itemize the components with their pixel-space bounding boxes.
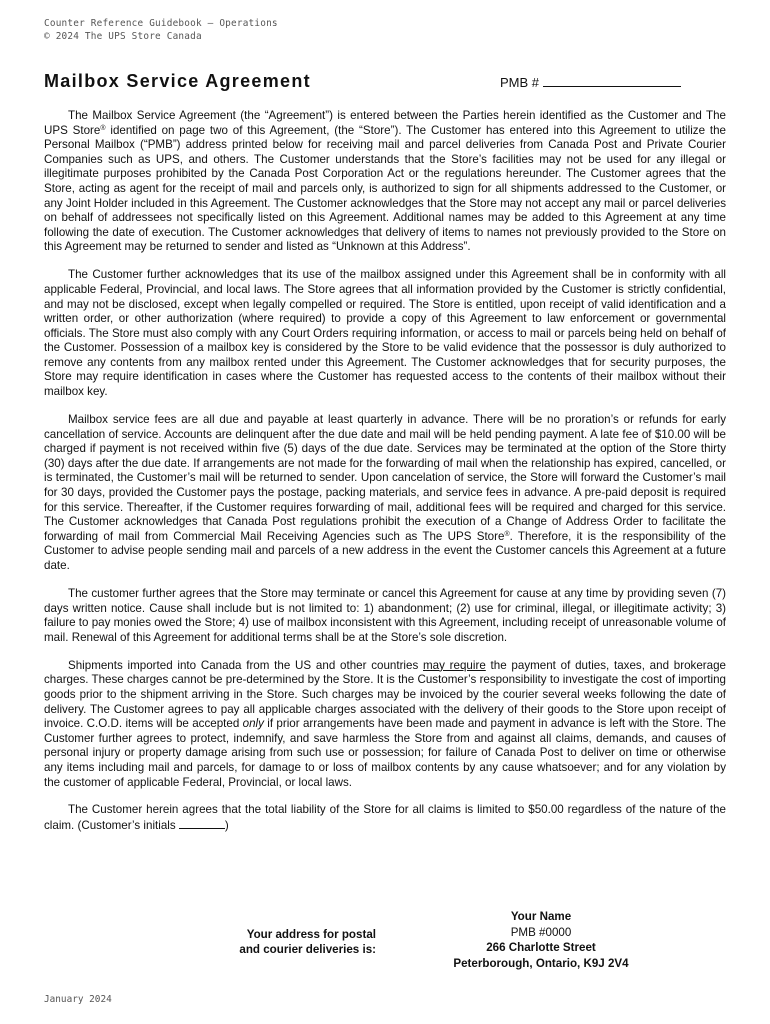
title-row xyxy=(44,71,726,95)
document-header xyxy=(44,17,278,43)
address-city: Peterborough, Ontario, K9J 2V4 xyxy=(453,956,629,970)
address-pmb: PMB #0000 xyxy=(510,925,572,939)
paragraph-termination: The customer further agrees that the Store may terminate or cancel this Agreement for cause at any time by providing seven (7) days written notice. Cause shall include but is not limited to: 1) abandonment; (2) use for criminal, illegal, or illegitimate activity; 3) failure to pay monies owed the Store; 4) use of mailbox inconsistent with this Agreement, including receipt of unreasonable volume of mail. Renewal of this Agreement for additional terms shall be at the Store’s sole discretion. xyxy=(44,586,726,644)
paragraph-fees-text-b: . Therefore, it is the responsibility of the Customer to advise people sending mail and parcels of a new address in the event the Customer cancels this Agreement at a future date. xyxy=(44,529,726,572)
italic-only: only xyxy=(242,717,264,731)
paragraph-scope-text-b: identified on page two of this Agreement, (the “Store”). The Customer has entered into this Agreement to utilize the Personal Mailbox (“PMB”) address printed below for receiving mail and parcel deliveries from Canada Post and Private Courier Companies such as UPS, and others. The Customer understands that the Store’s facilities may not be used for any illegal or illegitimate purposes prohibited by the Canada Post Corporation Act or the regulations hereunder. The Customer agrees that the Store, acting as agent for the receipt of mail and parcels only, is authorized to sign for all shipments addressed to the Customer, or any Joint Holder included in this Agreement. The Customer acknowledges that the Store may not accept any mail or parcel deliveries on behalf of addressees not specifically listed on this Agreement. Additional names may be added to this Agreement at any time following the date of execution. The Customer acknowledges that delivery of items to names not previously provided to the Store on this Agreement may be returned to sender and listed as “Unknown at this Address”. xyxy=(44,123,726,254)
pmb-blank-line[interactable] xyxy=(543,74,681,87)
mailing-address xyxy=(436,909,646,971)
address-label-line2: and courier deliveries is: xyxy=(239,943,376,956)
customer-initials-blank[interactable] xyxy=(179,818,225,829)
registered-mark: ® xyxy=(504,530,510,538)
page-title: Mailbox Service Agreement xyxy=(44,71,311,91)
paragraph-scope xyxy=(44,109,726,255)
paragraph-import-text-c: if prior arrangements have been made and payment in advance is left with the Store. The Customer further agrees to protect, indemnify, and save harmless the Store from and against all claims, demands, and causes of personal injury or property damage arising from such use or possession; for failure of Canada Post to deliver on time or otherwise any items including mail and parcels, for damage to or loss of mailbox contents by any cause whatsoever; and for any violation by the customer of applicable Federal, Provincial, or local laws. xyxy=(44,717,726,789)
pmb-label: PMB # xyxy=(500,75,540,90)
underlined-may-require: may require xyxy=(423,658,486,672)
paragraph-import-shipments xyxy=(44,659,726,790)
paragraph-liability-text-a: The Customer herein agrees that the total liability of the Store for all claims is limited to $50.00 regardless of the nature of the claim. (Customer’s initials xyxy=(44,803,726,833)
paragraph-fees xyxy=(44,413,726,574)
paragraph-liability-text-b: ) xyxy=(224,819,229,833)
paragraph-liability xyxy=(44,803,726,833)
paragraph-scope-text-a: The Mailbox Service Agreement (the “Agreement”) is entered between the Parties herein identified as the Customer and The UPS Store xyxy=(44,109,726,137)
agreement-body xyxy=(44,109,726,847)
paragraph-fees-text-a: Mailbox service fees are all due and payable at least quarterly in advance. There will be no proration’s or refunds for early cancellation of service. Accounts are delinquent after the due date and mail will be held pending payment. A late fee of $10.00 will be charged if payment is not received within five (5) days of the due date. Services may be terminated at the option of the Store thirty (30) days after the due date. If arrangements are not made for the forwarding of mail when the relationship has expired, cancelled, or is terminated, the Customer’s mail will be returned to sender. Upon cancelation of service, the Store will forward the Customer’s mail for 30 days, provided the Customer pays the postage, packing materials, and service fees in advance. A pre-paid deposit is required for this service. Thereafter, if the Customer requires forwarding of mail, additional fees will be required and charged for this service. The Customer acknowledges that Canada Post regulations prohibit the execution of a Change of Address Order to facilitate the forwarding of mail from Commercial Mail Receiving Agencies such as The UPS Store xyxy=(44,413,726,543)
paragraph-import-text-b: the payment of duties, taxes, and brokerage charges. These charges cannot be pre-determined by the Store. It is the Customer’s responsibility to investigate the cost of importing goods prior to the shipment arriving in the Store. Such charges may be invoiced by the courier several weeks following the date of delivery. The Customer agrees to pay all applicable charges associated with the delivery of their goods to the Store upon receipt of invoice. C.O.D. items will be accepted xyxy=(44,658,726,731)
footer-date: January 2024 xyxy=(44,994,112,1005)
header-guidebook-line: Counter Reference Guidebook – Operations xyxy=(44,18,278,29)
header-copyright-line: © 2024 The UPS Store Canada xyxy=(44,31,202,42)
address-street: 266 Charlotte Street xyxy=(486,941,596,954)
pmb-number-field[interactable] xyxy=(500,74,681,90)
registered-mark: ® xyxy=(100,124,106,132)
address-label xyxy=(226,927,376,957)
paragraph-import-text-a: Shipments imported into Canada from the US and other countries xyxy=(68,658,424,672)
paragraph-confidentiality: The Customer further acknowledges that its use of the mailbox assigned under this Agreement shall be in conformity with all applicable Federal, Provincial, and local laws. The Store agrees that all information provided by the Customer is strictly confidential, and may not be disclosed, except when legally compelled or required. The Store is entitled, upon receipt of valid identification and a written order, or other authorization (where required) to provide a copy of this Agreement to law enforcement or governmental officials. The Store must also comply with any Court Orders requiring information, or access to mail or parcels being held on behalf of the Customer. Possession of a mailbox key is considered by the Store to be valid evidence that the possessor is duly authorized to remove any contents from any mailbox rented under this Agreement. The Customer acknowledges that for security purposes, the Store may require identification in cases where the Customer has requested access to the contents of their mailbox without their mailbox key. xyxy=(44,268,726,399)
address-label-line1: Your address for postal xyxy=(246,928,376,941)
address-name: Your Name xyxy=(510,910,572,923)
